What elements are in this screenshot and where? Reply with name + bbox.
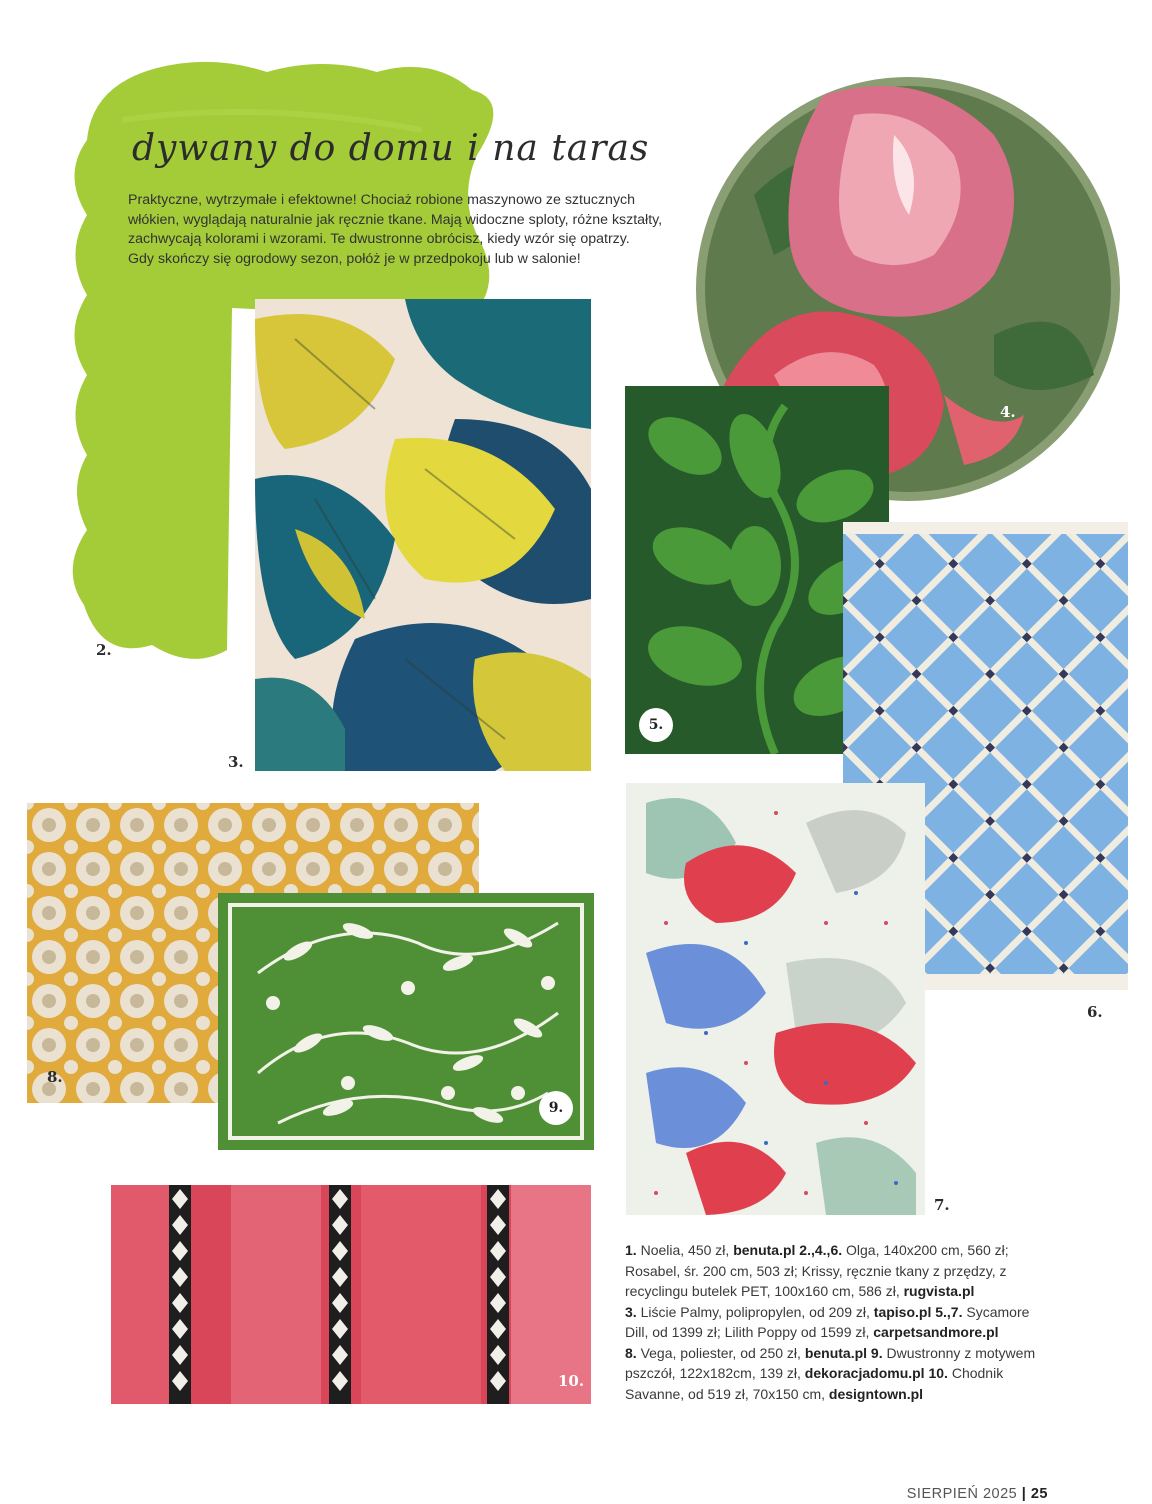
caption-text: Chodnik Savanne, od 519 zł, 70x150 cm, (625, 1365, 1004, 1402)
caption-text: Liście Palmy, polipropylen, od 209 zł, (636, 1303, 874, 1320)
caption-shop: designtown.pl (828, 1385, 924, 1402)
label-4: 4. (1000, 403, 1016, 421)
rug-7-lilith-poppy (626, 783, 925, 1215)
label-7: 7. (934, 1196, 950, 1214)
rug-3-palm-leaves (255, 299, 591, 771)
page-footer (907, 1486, 1048, 1502)
issue-label: SIERPIEŃ 2025 (906, 1486, 1022, 1502)
caption-shop: tapiso.pl (873, 1303, 932, 1320)
caption-shop: dekoracjadomu.pl (804, 1365, 925, 1381)
caption-num: 2.,4.,6. (795, 1242, 843, 1258)
caption-num: 3. (625, 1303, 637, 1320)
caption-shop: benuta.pl (733, 1242, 796, 1258)
caption-text: Dwustronny z motywem pszczół, 122x182cm, 139 zł, (625, 1344, 1036, 1381)
label-2: 2. (96, 641, 112, 659)
page-number: 25 (1026, 1486, 1048, 1502)
label-9: 9. (539, 1091, 573, 1125)
label-10: 10. (558, 1372, 585, 1390)
caption-num: 1. (625, 1242, 637, 1258)
footer-separator: | (1021, 1486, 1027, 1502)
caption-text: Noelia, 450 zł, (636, 1242, 734, 1258)
caption-text: Olga, 140x200 cm, 560 zł; Rosabel, śr. 200 cm, 503 zł; Krissy, ręcznie tkany z przędzy, z recyclingu butelek PET, 100x160 cm, 586 zł, (625, 1242, 1009, 1299)
caption-shop: rugvista.pl (903, 1283, 975, 1299)
caption-num: 5.,7. (931, 1303, 963, 1320)
article-intro (128, 191, 688, 269)
caption-text: Vega, poliester, od 250 zł, (636, 1344, 805, 1361)
rug-10-savanne-runner (111, 1185, 591, 1404)
label-3: 3. (228, 753, 244, 771)
label-6: 6. (1087, 1003, 1103, 1021)
caption-text: Sycamore Dill, od 1399 zł; Lilith Poppy od 1599 zł, (625, 1303, 1030, 1340)
caption-num: 8. (625, 1344, 637, 1361)
caption-num: 10. (924, 1365, 948, 1381)
product-captions (625, 1240, 1055, 1404)
caption-num: 9. (867, 1344, 883, 1361)
intro-line: włókien, wyglądają naturalnie jak ręcznie tkane. Mają widoczne sploty, różne kształty, (128, 211, 663, 228)
label-8: 8. (47, 1068, 63, 1086)
rug-9-bee-motif (218, 893, 594, 1150)
caption-shop: carpetsandmore.pl (873, 1324, 999, 1340)
label-5: 5. (639, 708, 673, 742)
intro-line: Praktyczne, wytrzymałe i efektowne! Chociaż robione maszynowo ze sztucznych (128, 192, 636, 208)
intro-line: zachwycają kolorami i wzorami. Te dwustronne obrócisz, kiedy wzór się opatrzy. (128, 231, 630, 247)
caption-shop: benuta.pl (804, 1344, 868, 1361)
article-title: dywany do domu i na taras (132, 128, 650, 169)
intro-line: Gdy skończy się ogrodowy sezon, połóż je w przedpokoju lub w salonie! (128, 250, 581, 267)
